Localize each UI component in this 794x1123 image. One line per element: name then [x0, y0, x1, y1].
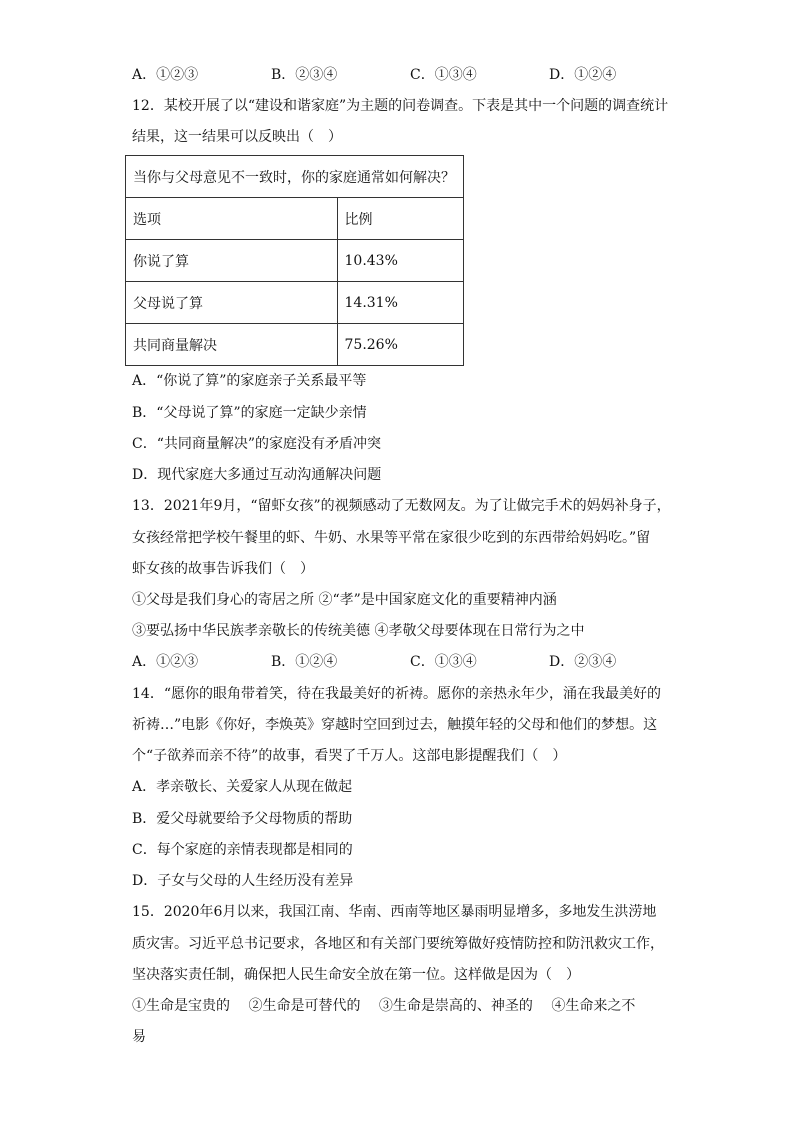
q11-option-b[interactable]: B．②③④	[271, 67, 338, 83]
q13-options	[132, 652, 652, 672]
q13-statement-line: ③要弘扬中华民族孝亲敬长的传统美德 ④孝敬父母要体现在日常行为之中	[132, 623, 585, 639]
q11-option-d[interactable]: D．①②④	[549, 67, 617, 83]
q14-stem-line: 14．“愿你的眼角带着笑，待在我最美好的祈祷。愿你的亲热永年少，涌在我最美好的	[132, 686, 661, 702]
q14-stem-line: 个“子欲养而亲不待”的故事，看哭了千万人。这部电影提醒我们（ ）	[132, 748, 567, 764]
survey-table	[125, 155, 464, 366]
q13-stem-line: 13．2021年9月，“留虾女孩”的视频感动了无数网友。为了让做完手术的妈妈补身子，	[132, 498, 671, 514]
q13-stem-line: 虾女孩的故事告诉我们（ ）	[132, 561, 314, 577]
q12-option-d[interactable]: D．现代家庭大多通过互动沟通解决问题	[132, 467, 382, 483]
table-cell-option: 你说了算	[126, 240, 338, 282]
table-cell-ratio: 75.26%	[337, 324, 464, 366]
table-cell-ratio: 14.31%	[337, 282, 464, 324]
table-cell-option: 父母说了算	[126, 282, 338, 324]
q12-stem-line: 结果，这一结果可以反映出（ ）	[132, 129, 342, 145]
table-cell-ratio: 10.43%	[337, 240, 464, 282]
table-row	[126, 282, 464, 324]
q14-option-b[interactable]: B．爱父母就要给予父母物质的帮助	[132, 811, 353, 827]
table-title: 当你与父母意见不一致时，你的家庭通常如何解决？	[126, 156, 464, 198]
q14-option-a[interactable]: A．孝亲敬长、关爱家人从现在做起	[132, 779, 353, 795]
q14-option-d[interactable]: D．子女与父母的人生经历没有差异	[132, 873, 354, 889]
q14-stem-line: 祈祷…”电影《你好，李焕英》穿越时空回到过去，触摸年轻的父母和他们的梦想。这	[132, 717, 658, 733]
q13-stem-line: 女孩经常把学校午餐里的虾、牛奶、水果等平常在家很少吃到的东西带给妈妈吃。”留	[132, 530, 651, 546]
table-row	[126, 240, 464, 282]
q13-statement-line: ①父母是我们身心的寄居之所 ②“孝”是中国家庭文化的重要精神内涵	[132, 592, 557, 608]
q15-stem-line: 质灾害。习近平总书记要求，各地区和有关部门要统筹做好疫情防控和防汛救灾工作，	[132, 936, 664, 952]
q12-option-c[interactable]: C．“共同商量解决”的家庭没有矛盾冲突	[132, 436, 382, 452]
q12-option-b[interactable]: B．“父母说了算”的家庭一定缺少亲情	[132, 405, 367, 421]
q11-option-c[interactable]: C．①③④	[410, 67, 477, 83]
table-header-option: 选项	[126, 198, 338, 240]
q15-stem-line: 15．2020年6月以来，我国江南、华南、西南等地区暴雨明显增多，多地发生洪涝地	[132, 904, 657, 920]
q11-options	[132, 65, 652, 85]
table-header-ratio: 比例	[337, 198, 464, 240]
q15-statement-line: ①生命是宝贵的 ②生命是可替代的 ③生命是崇高的、神圣的 ④生命来之不	[132, 998, 636, 1014]
q15-statement-line: 易	[132, 1029, 146, 1045]
q13-option-b[interactable]: B．①②④	[271, 654, 338, 670]
q11-option-a[interactable]: A．①②③	[132, 67, 199, 83]
q12-stem-line: 12．某校开展了以“建设和谐家庭”为主题的问卷调查。下表是其中一个问题的调查统计	[132, 98, 669, 114]
q13-option-a[interactable]: A．①②③	[132, 654, 199, 670]
q15-stem-line: 坚决落实责任制，确保把人民生命安全放在第一位。这样做是因为（ ）	[132, 967, 580, 983]
q12-option-a[interactable]: A．“你说了算”的家庭亲子关系最平等	[132, 373, 367, 389]
table-title-row	[126, 156, 464, 198]
table-header-row	[126, 198, 464, 240]
q14-option-c[interactable]: C．每个家庭的亲情表现都是相同的	[132, 842, 353, 858]
table-cell-option: 共同商量解决	[126, 324, 338, 366]
table-row	[126, 324, 464, 366]
q13-option-d[interactable]: D．②③④	[549, 654, 617, 670]
q13-option-c[interactable]: C．①③④	[410, 654, 477, 670]
